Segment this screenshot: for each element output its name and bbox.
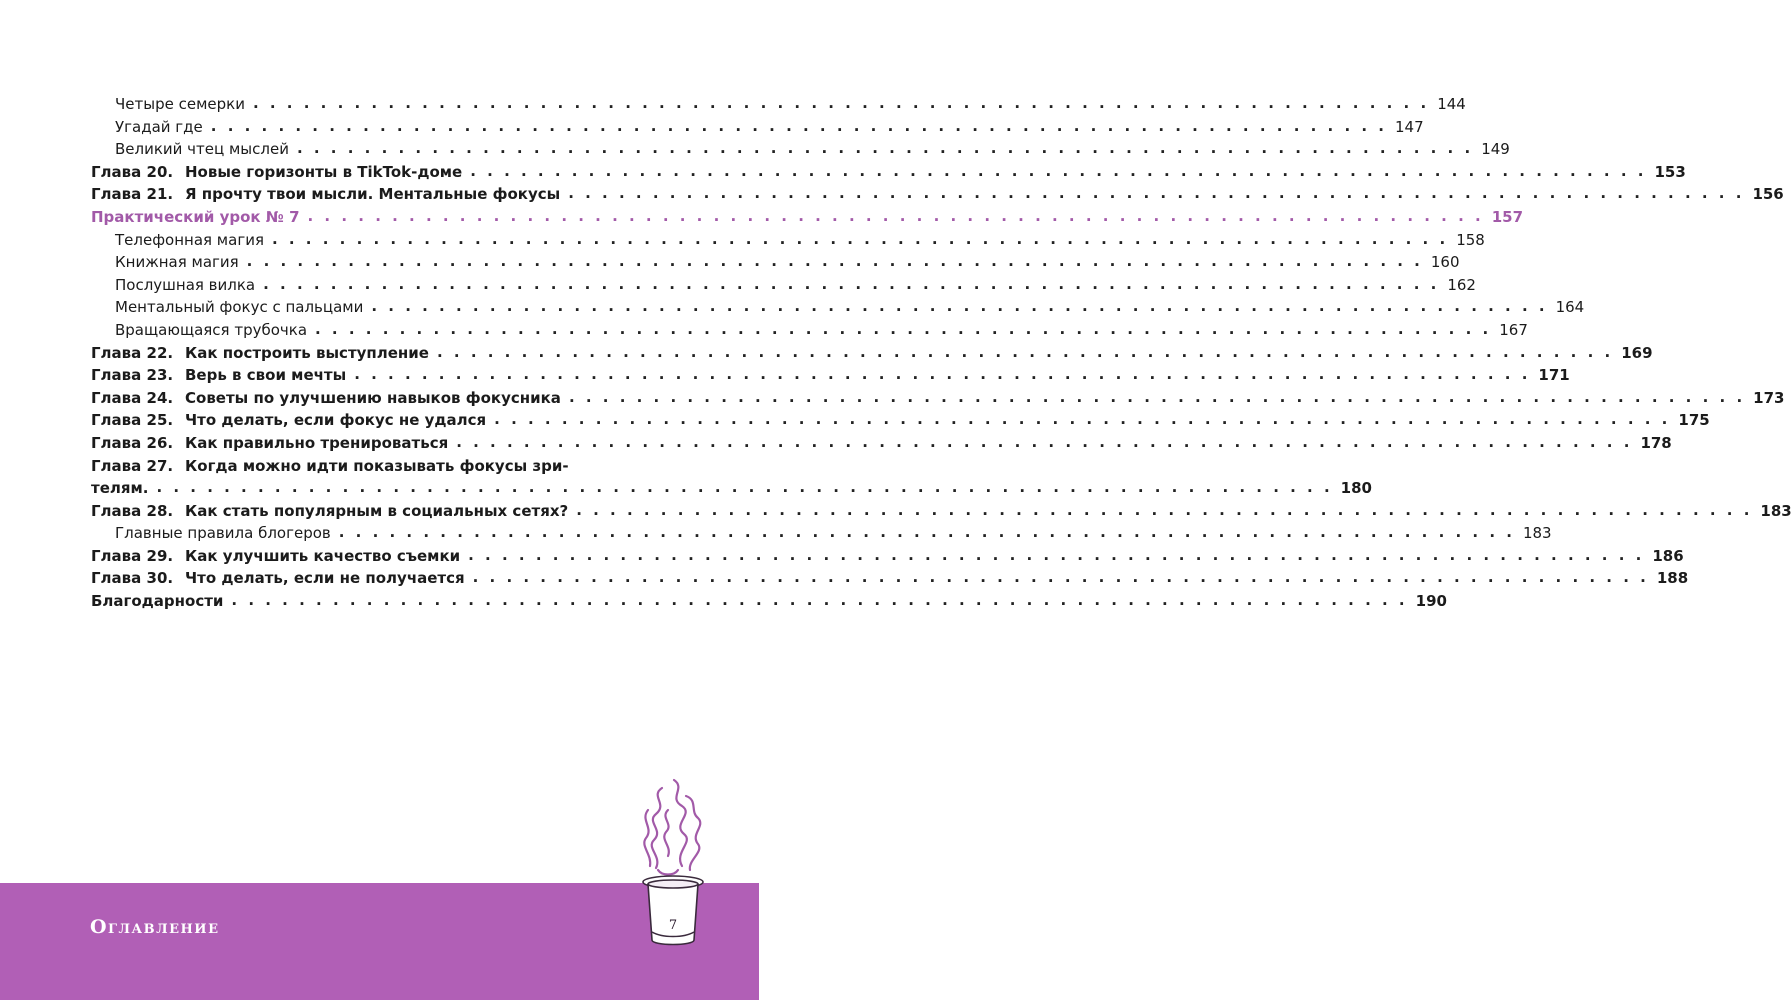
toc-page-number: 183 (1522, 524, 1552, 543)
toc-title-text: Практический урок № 7 (91, 207, 300, 226)
toc-title-text: Вращающаяся трубочка (115, 320, 308, 339)
toc-entry[interactable] (91, 410, 1710, 434)
toc-title (115, 298, 363, 316)
toc-title-text: Как правильно тренироваться (185, 433, 449, 452)
toc-page-number: 158 (1456, 230, 1485, 249)
toc-title-text: Книжная магия (115, 253, 239, 272)
toc-title (91, 592, 223, 610)
leader-dots: . . . . . . . . . . . . . . . . . . . . . . . . . . . . . . . . . . . . . . . . . . . . . . . . . . . . . . . . . . . . . . . . . . . . . . (436, 342, 1614, 361)
toc-title (91, 208, 300, 226)
leader-dots: . . . . . . . . . . . . . . . . . . . . . . . . . . . . . . . . . . . . . . . . . . . . . . . . . . . . . . . . . . . . . . . . . . . . . . (296, 139, 1474, 158)
toc-title (91, 411, 486, 429)
toc-page-number: 180 (1340, 479, 1372, 498)
toc-page-number: 186 (1652, 546, 1684, 565)
toc-page-number: 157 (1491, 207, 1524, 226)
leader-dots: . . . . . . . . . . . . . . . . . . . . . . . . . . . . . . . . . . . . . . . . . . . . . . . . . . . . . . . . . . . . . . . . . . . . . . (156, 478, 1333, 497)
toc-entry[interactable] (91, 116, 1424, 141)
toc-entry[interactable] (91, 252, 1460, 276)
toc-entry[interactable] (91, 365, 1570, 389)
leader-dots: . . . . . . . . . . . . . . . . . . . . . . . . . . . . . . . . . . . . . . . . . . . . . . . . . . . . . . . . . . . . . . . . . . . . . . (371, 297, 1548, 316)
chapter-number: Глава 30. (91, 569, 174, 588)
toc-title (91, 366, 346, 384)
toc-title (91, 434, 448, 452)
toc-title-text: Верь в свои мечты (185, 366, 347, 385)
toc-page-number: 147 (1395, 117, 1424, 136)
toc-title-text: Что делать, если не получается (185, 569, 465, 588)
toc-entry[interactable] (91, 387, 1785, 412)
toc-title (115, 276, 255, 294)
toc-entry[interactable] (91, 274, 1476, 299)
chapter-number: Глава 26. (91, 433, 174, 452)
toc-page-number: 156 (1752, 185, 1784, 204)
toc-title (115, 231, 264, 249)
toc-title-text: Главные правила блогеров (115, 524, 331, 543)
leader-dots: . . . . . . . . . . . . . . . . . . . . . . . . . . . . . . . . . . . . . . . . . . . . . . . . . . . . . . . . . . . . . . . . . . . . . . (263, 274, 1440, 293)
toc-page-number: 173 (1753, 388, 1785, 407)
toc-title-text: Четыре семерки (115, 95, 245, 113)
toc-title-text: Новые горизонты в TikTok-доме (185, 162, 463, 181)
leader-dots: . . . . . . . . . . . . . . . . . . . . . . . . . . . . . . . . . . . . . . . . . . . . . . . . . . . . . . . . . . . . . . . . . . . . . . (456, 432, 1633, 451)
toc-title-text: Как стать популярным в социальных сетях? (185, 501, 569, 520)
toc-title (91, 163, 462, 181)
toc-entry[interactable] (91, 591, 1447, 615)
leader-dots: . . . . . . . . . . . . . . . . . . . . . . . . . . . . . . . . . . . . . . . . . . . . . . . . . . . . . . . . . . . . . . . . . . . . . . (315, 319, 1492, 338)
leader-dots: . . . . . . . . . . . . . . . . . . . . . . . . . . . . . . . . . . . . . . . . . . . . . . . . . . . . . . . . . . . . . . . . . . . . . . (354, 365, 1531, 384)
toc-title (91, 389, 561, 407)
chapter-number: Глава 24. (91, 388, 174, 407)
toc-page-number: 160 (1430, 253, 1460, 272)
toc-page-number: 178 (1640, 433, 1672, 452)
toc-entry[interactable] (91, 500, 1792, 525)
toc-title-text: Телефонная магия (115, 230, 264, 249)
chapter-number: Глава 23. (91, 366, 174, 385)
toc-title-text: Угадай где (115, 117, 203, 136)
toc-title (91, 547, 460, 565)
toc-entry[interactable] (91, 297, 1585, 321)
leader-dots: . . . . . . . . . . . . . . . . . . . . . . . . . . . . . . . . . . . . . . . . . . . . . . . . . . . . . . . . . . . . . . . . . . . . . . (338, 523, 1515, 542)
leader-dots: . . . . . . . . . . . . . . . . . . . . . . . . . . . . . . . . . . . . . . . . . . . . . . . . . . . . . . . . . . . . . . . . . . . . . . (494, 410, 1671, 429)
toc-title (115, 95, 245, 113)
toc-page-number: 149 (1481, 140, 1510, 159)
leader-dots: . . . . . . . . . . . . . . . . . . . . . . . . . . . . . . . . . . . . . . . . . . . . . . . . . . . . . . . . . . . . . . . . . . . . . . (307, 206, 1484, 225)
toc-entry[interactable] (91, 229, 1485, 254)
toc-title (91, 502, 568, 520)
toc-page-number: 175 (1678, 411, 1710, 430)
page-number: 7 (668, 918, 678, 933)
toc-page-number: 183 (1760, 501, 1792, 520)
toc-title-text: телям. (91, 479, 149, 498)
toc-entry[interactable] (91, 94, 1466, 118)
toc-title (91, 569, 465, 587)
toc-title (115, 253, 239, 271)
toc-entry[interactable] (91, 523, 1552, 547)
toc-page-number: 167 (1499, 320, 1528, 339)
chapter-number: Глава 21. (91, 185, 174, 204)
toc-title (91, 479, 148, 497)
toc-title (115, 140, 289, 158)
chapter-number: Глава 25. (91, 411, 174, 430)
toc-title (91, 185, 560, 203)
toc-title (115, 118, 203, 136)
leader-dots: . . . . . . . . . . . . . . . . . . . . . . . . . . . . . . . . . . . . . . . . . . . . . . . . . . . . . . . . . . . . . . . . . . . . . . (470, 161, 1647, 180)
toc-entry[interactable] (91, 456, 1372, 502)
toc-page-number: 171 (1538, 366, 1570, 385)
toc-entry[interactable] (91, 184, 1784, 208)
toc-title-text: Послушная вилка (115, 275, 256, 294)
toc-title-text: Когда можно идти показывать фокусы зри- (185, 456, 569, 475)
toc-title (91, 344, 429, 362)
chapter-number: Глава 20. (91, 162, 174, 181)
toc-page-number: 190 (1415, 592, 1447, 611)
toc-title-text: Как построить выступление (185, 343, 429, 362)
chapter-number: Глава 27. (91, 456, 174, 475)
toc-entry[interactable] (91, 545, 1684, 570)
toc-title-text: Я прочту твои мысли. Ментальные фокусы (185, 185, 561, 204)
leader-dots: . . . . . . . . . . . . . . . . . . . . . . . . . . . . . . . . . . . . . . . . . . . . . . . . . . . . . . . . . . . . . . . . . . . . . . (246, 252, 1423, 271)
toc-title (91, 457, 569, 475)
leader-dots: . . . . . . . . . . . . . . . . . . . . . . . . . . . . . . . . . . . . . . . . . . . . . . . . . . . . . . . . . . . . . . . . . . . . . . (576, 500, 1753, 519)
toc-title (115, 321, 307, 339)
toc-page-number: 153 (1654, 162, 1686, 181)
toc-entry[interactable] (91, 432, 1672, 457)
toc-title (115, 524, 331, 542)
toc-page-number: 188 (1656, 569, 1689, 588)
toc-entry[interactable] (91, 161, 1686, 186)
toc-title-text: Великий чтец мыслей (115, 140, 289, 159)
leader-dots: . . . . . . . . . . . . . . . . . . . . . . . . . . . . . . . . . . . . . . . . . . . . . . . . . . . . . . . . . . . . . . . . . . . . . . (231, 591, 1408, 610)
leader-dots: . . . . . . . . . . . . . . . . . . . . . . . . . . . . . . . . . . . . . . . . . . . . . . . . . . . . . . . . . . . . . . . . . . . . . . (271, 229, 1449, 248)
toc-entry[interactable] (91, 319, 1528, 344)
leader-dots: . . . . . . . . . . . . . . . . . . . . . . . . . . . . . . . . . . . . . . . . . . . . . . . . . . . . . . . . . . . . . . . . . . . . . . (472, 568, 1649, 587)
section-title: Оглавление (90, 916, 220, 938)
chapter-number: Глава 28. (91, 501, 174, 520)
toc-title-text: Благодарности (91, 592, 224, 611)
toc-page-number: 164 (1555, 298, 1585, 317)
toc-page-number: 169 (1621, 343, 1653, 362)
toc-entry[interactable] (91, 568, 1689, 592)
toc-title-text: Как улучшить качество съемки (185, 546, 461, 565)
toc-entry[interactable] (91, 342, 1653, 367)
leader-dots: . . . . . . . . . . . . . . . . . . . . . . . . . . . . . . . . . . . . . . . . . . . . . . . . . . . . . . . . . . . . . . . . . . . . . . (568, 184, 1745, 203)
toc-title-text: Советы по улучшению навыков фокусника (185, 388, 561, 407)
toc-page-number: 144 (1437, 95, 1466, 113)
leader-dots: . . . . . . . . . . . . . . . . . . . . . . . . . . . . . . . . . . . . . . . . . . . . . . . . . . . . . . . . . . . . . . . . . . . . . . (468, 545, 1645, 564)
leader-dots: . . . . . . . . . . . . . . . . . . . . . . . . . . . . . . . . . . . . . . . . . . . . . . . . . . . . . . . . . . . . . . . . . . . . . . (252, 94, 1430, 112)
chapter-number: Глава 29. (91, 546, 174, 565)
toc-title-text: Что делать, если фокус не удался (185, 411, 487, 430)
toc-page-number: 162 (1447, 275, 1476, 294)
table-of-contents (91, 94, 1792, 615)
toc-entry[interactable] (91, 139, 1510, 163)
leader-dots: . . . . . . . . . . . . . . . . . . . . . . . . . . . . . . . . . . . . . . . . . . . . . . . . . . . . . . . . . . . . . . . . . . . . . . (568, 387, 1746, 406)
toc-title-text: Ментальный фокус с пальцами (115, 298, 364, 317)
chapter-number: Глава 22. (91, 343, 174, 362)
toc-entry[interactable] (91, 206, 1524, 231)
leader-dots: . . . . . . . . . . . . . . . . . . . . . . . . . . . . . . . . . . . . . . . . . . . . . . . . . . . . . . . . . . . . . . . . . . . . . . (210, 116, 1387, 135)
